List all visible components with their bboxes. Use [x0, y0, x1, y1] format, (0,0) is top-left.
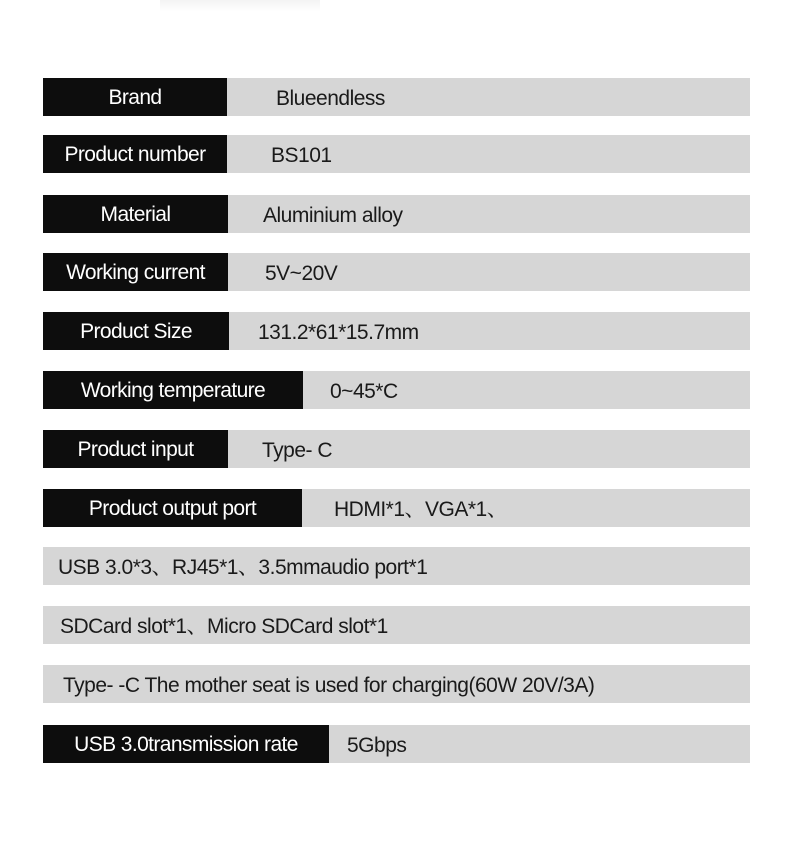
- spec-row-card-slots: [43, 606, 750, 644]
- spec-value: Blueendless: [276, 87, 385, 110]
- spec-label: Material: [43, 195, 228, 233]
- spec-value: HDMI*1、VGA*1、: [334, 498, 508, 521]
- spec-value: USB 3.0*3、RJ45*1、3.5mmaudio port*1: [58, 556, 428, 579]
- spec-value: Aluminium alloy: [263, 204, 403, 227]
- spec-row-material: [43, 195, 750, 233]
- spec-value: Type- C: [262, 439, 333, 462]
- spec-label: Brand: [43, 78, 227, 116]
- spec-value: 5V~20V: [265, 262, 338, 285]
- spec-row-working-temperature: [43, 371, 750, 409]
- spec-label: Product input: [43, 430, 228, 468]
- spec-label: Product number: [43, 135, 227, 173]
- top-fade: [160, 0, 320, 12]
- spec-value: 5Gbps: [347, 734, 407, 757]
- spec-label: Product Size: [43, 312, 229, 350]
- spec-value: SDCard slot*1、Micro SDCard slot*1: [60, 615, 388, 638]
- spec-row-product-output-port: [43, 489, 750, 527]
- spec-row-charging: [43, 665, 750, 703]
- spec-label: USB 3.0transmission rate: [43, 725, 329, 763]
- spec-row-working-current: [43, 253, 750, 291]
- spec-row-output-ports-continued: [43, 547, 750, 585]
- spec-row-product-input: [43, 430, 750, 468]
- spec-value: 0~45*C: [330, 380, 398, 403]
- spec-label: Product output port: [43, 489, 302, 527]
- spec-row-product-number: [43, 135, 750, 173]
- spec-value: BS101: [271, 144, 332, 167]
- spec-label: Working temperature: [43, 371, 303, 409]
- spec-row-brand: [43, 78, 750, 116]
- spec-label: Working current: [43, 253, 228, 291]
- spec-row-usb-transmission-rate: [43, 725, 750, 763]
- spec-value: 131.2*61*15.7mm: [258, 321, 419, 344]
- spec-row-product-size: [43, 312, 750, 350]
- spec-value: Type- -C The mother seat is used for charging(60W 20V/3A): [63, 674, 595, 697]
